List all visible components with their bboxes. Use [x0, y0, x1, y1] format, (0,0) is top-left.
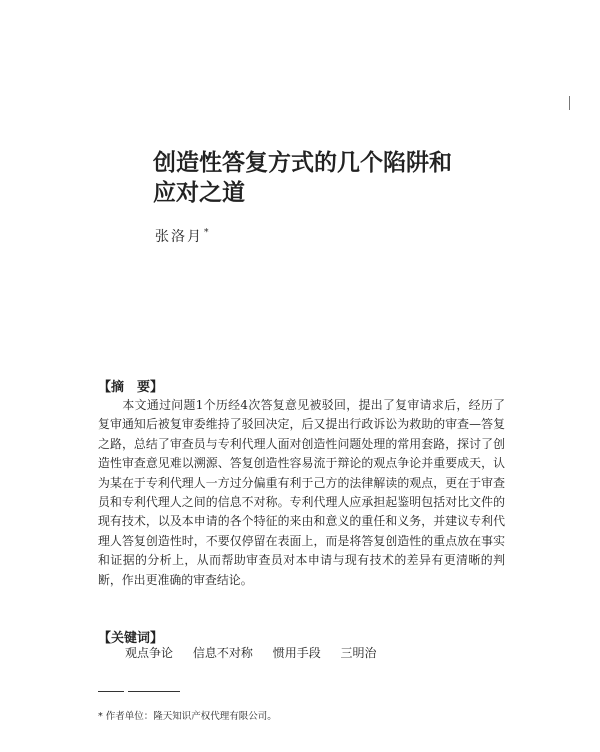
author-line: [155, 226, 209, 246]
abstract-text: 本文通过问题1个历经4次答复意见被驳回，提出了复审请求后，经历了复审通知后被复审委维持了驳回决定，后又提出行政诉讼为救助的审查—答复之路，总结了审查员与专利代理人面对创造性问题处理的常用套路，探讨了创造性审查意见难以溯源、答复创造性容易流于辩论的观点争论并重要成天，认为某在于专利代理人一方过分偏重有利于己方的法律解读的观点，更在于审查员和专利代理人之间的信息不对称。专利代理人应承担起鉴明包括对比文件的现有技术，以及本申请的各个特征的来由和意义的重任和义务，并建议专利代理人答复创造性时，不要仅停留在表面上，而是将答复创造性的重点放在事实和证据的分析上，从而帮助审查员对本申请与现有技术的差异有更清晰的判断，作出更准确的审查结论。: [98, 398, 505, 587]
keywords-list: [125, 644, 393, 661]
title-line-2: 应对之道: [153, 180, 245, 206]
keyword-item: 观点争论: [125, 646, 174, 660]
author-name: 张洛月: [155, 229, 203, 245]
footnote-rule: [98, 691, 124, 692]
abstract-body: [98, 396, 505, 590]
title-line-1: 创造性答复方式的几个陷阱和: [153, 150, 452, 176]
footnote-rule: [128, 691, 180, 692]
keyword-item: 三明治: [340, 646, 377, 660]
footnote: * 作者单位：隆天知识产权代理有限公司。: [98, 711, 277, 722]
author-footnote-mark: *: [204, 228, 209, 239]
keyword-item: 信息不对称: [192, 646, 253, 660]
keyword-item: 惯用手段: [272, 646, 321, 660]
abstract-heading: 【摘 要】: [98, 380, 164, 395]
article-title: [153, 148, 473, 208]
keywords-heading: 【关键词】: [98, 631, 164, 646]
margin-mark: [569, 96, 570, 110]
